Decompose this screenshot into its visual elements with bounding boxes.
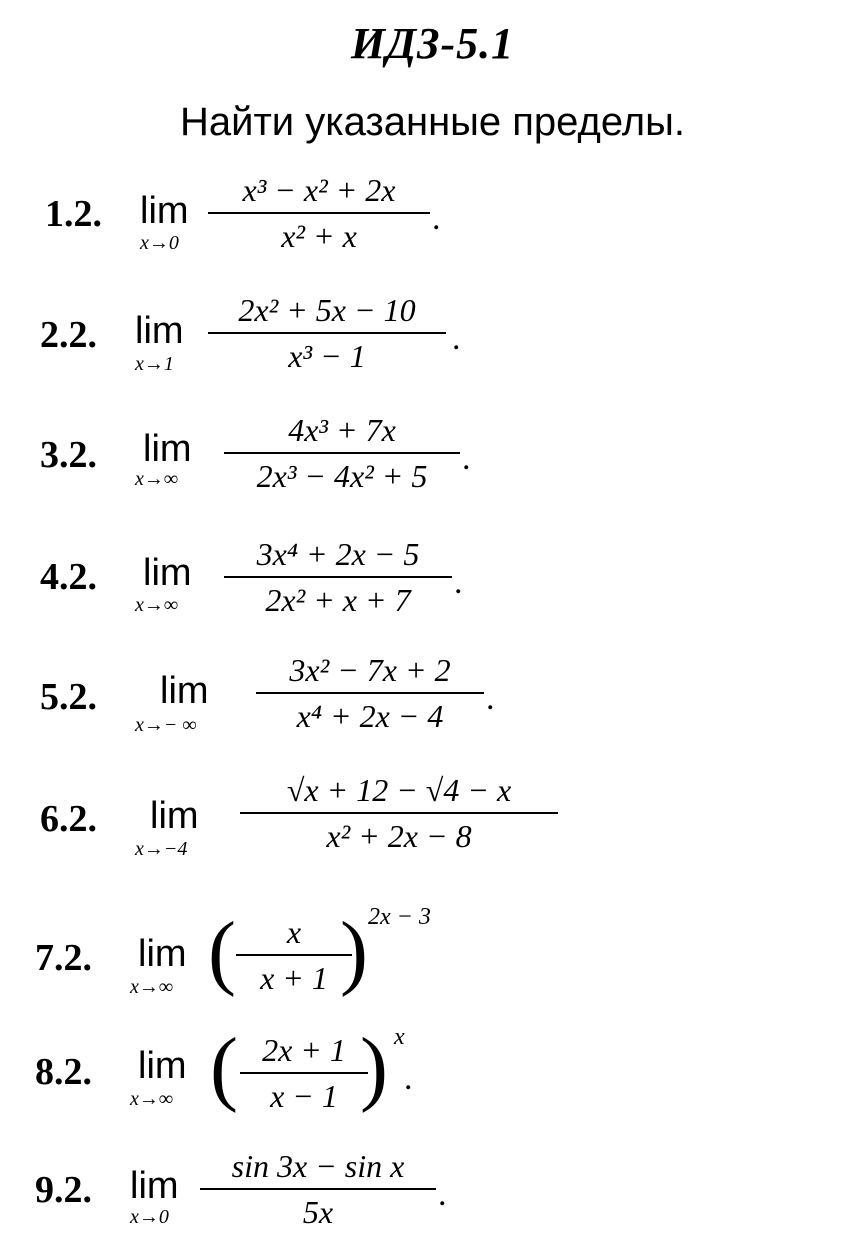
denominator: 2x³ − 4x² + 5 bbox=[256, 458, 428, 494]
lim-operator: lim bbox=[138, 933, 187, 975]
denominator: x² + x bbox=[281, 218, 357, 254]
numerator: 3x⁴ + 2x − 5 bbox=[256, 536, 420, 572]
end-period: . bbox=[438, 1176, 447, 1213]
denominator: x² + 2x − 8 bbox=[326, 818, 472, 854]
problem-number: 9.2. bbox=[35, 1169, 92, 1211]
fraction-bar bbox=[200, 1188, 436, 1190]
lim-operator: lim bbox=[140, 190, 189, 232]
exponent: 2x − 3 bbox=[368, 904, 431, 930]
lim-operator: lim bbox=[135, 310, 184, 352]
numerator: 2x + 1 bbox=[262, 1032, 346, 1068]
denominator: 2x² + x + 7 bbox=[265, 582, 411, 618]
lim-operator: lim bbox=[143, 428, 192, 470]
problem-number: 7.2. bbox=[35, 937, 92, 979]
numerator: sin 3x − sin x bbox=[231, 1148, 405, 1184]
problem-number: 3.2. bbox=[40, 434, 97, 476]
fraction-bar bbox=[208, 332, 446, 334]
left-paren: ( bbox=[208, 905, 236, 998]
lim-subscript: x→∞ bbox=[130, 976, 174, 998]
problem-number: 2.2. bbox=[40, 314, 97, 356]
numerator: 4x³ + 7x bbox=[288, 412, 396, 448]
fraction-bar bbox=[240, 812, 558, 814]
fraction-bar bbox=[256, 692, 484, 694]
lim-operator: lim bbox=[138, 1045, 187, 1087]
left-paren: ( bbox=[210, 1021, 238, 1114]
fraction bbox=[224, 534, 452, 620]
end-period: . bbox=[462, 440, 471, 477]
exponent: x bbox=[394, 1024, 405, 1050]
lim-operator: lim bbox=[130, 1165, 179, 1207]
fraction bbox=[200, 1146, 436, 1232]
fraction bbox=[208, 170, 430, 256]
denominator: x⁴ + 2x − 4 bbox=[296, 698, 444, 734]
problem-number: 4.2. bbox=[40, 556, 97, 598]
lim-operator: lim bbox=[143, 552, 192, 594]
end-period: . bbox=[432, 200, 441, 237]
fraction-bar bbox=[236, 954, 352, 956]
instruction-text: Найти указанные пределы. bbox=[179, 100, 686, 144]
fraction bbox=[224, 410, 460, 496]
end-period: . bbox=[454, 564, 463, 601]
page-title: ИДЗ-5.1 bbox=[350, 19, 515, 68]
denominator: x + 1 bbox=[260, 960, 328, 996]
numerator: x bbox=[286, 914, 302, 950]
problem-number: 1.2. bbox=[45, 193, 102, 235]
denominator: 5x bbox=[302, 1194, 334, 1230]
denominator: x³ − 1 bbox=[288, 338, 366, 374]
problem-number: 5.2. bbox=[40, 676, 97, 718]
denominator: x − 1 bbox=[270, 1078, 338, 1114]
fraction-bar bbox=[240, 1072, 368, 1074]
fraction bbox=[240, 1030, 368, 1116]
fraction-bar bbox=[224, 452, 460, 454]
fraction bbox=[208, 290, 446, 376]
fraction-bar bbox=[224, 576, 452, 578]
right-paren: ) bbox=[340, 905, 368, 998]
lim-subscript: x→∞ bbox=[135, 468, 179, 490]
right-paren: ) bbox=[360, 1021, 388, 1114]
numerator: 3x² − 7x + 2 bbox=[289, 652, 451, 688]
lim-subscript: x→1 bbox=[135, 353, 174, 375]
problem-number: 8.2. bbox=[35, 1051, 92, 1093]
fraction bbox=[240, 770, 558, 856]
lim-subscript: x→− ∞ bbox=[135, 714, 197, 736]
fraction bbox=[256, 650, 484, 736]
numerator: 2x² + 5x − 10 bbox=[238, 292, 416, 328]
end-period: . bbox=[486, 680, 495, 717]
lim-subscript: x→∞ bbox=[135, 594, 179, 616]
lim-subscript: x→0 bbox=[140, 232, 179, 254]
lim-subscript: x→−4 bbox=[135, 838, 188, 860]
end-period: . bbox=[404, 1060, 413, 1097]
end-period: . bbox=[452, 320, 461, 357]
lim-operator: lim bbox=[160, 670, 209, 712]
lim-subscript: x→∞ bbox=[130, 1088, 174, 1110]
problem-number: 6.2. bbox=[40, 798, 97, 840]
numerator: √x + 12 − √4 − x bbox=[286, 772, 512, 808]
lim-subscript: x→0 bbox=[130, 1206, 169, 1228]
fraction-bar bbox=[208, 212, 430, 214]
numerator: x³ − x² + 2x bbox=[242, 172, 396, 208]
fraction bbox=[236, 912, 352, 998]
lim-operator: lim bbox=[150, 795, 199, 837]
